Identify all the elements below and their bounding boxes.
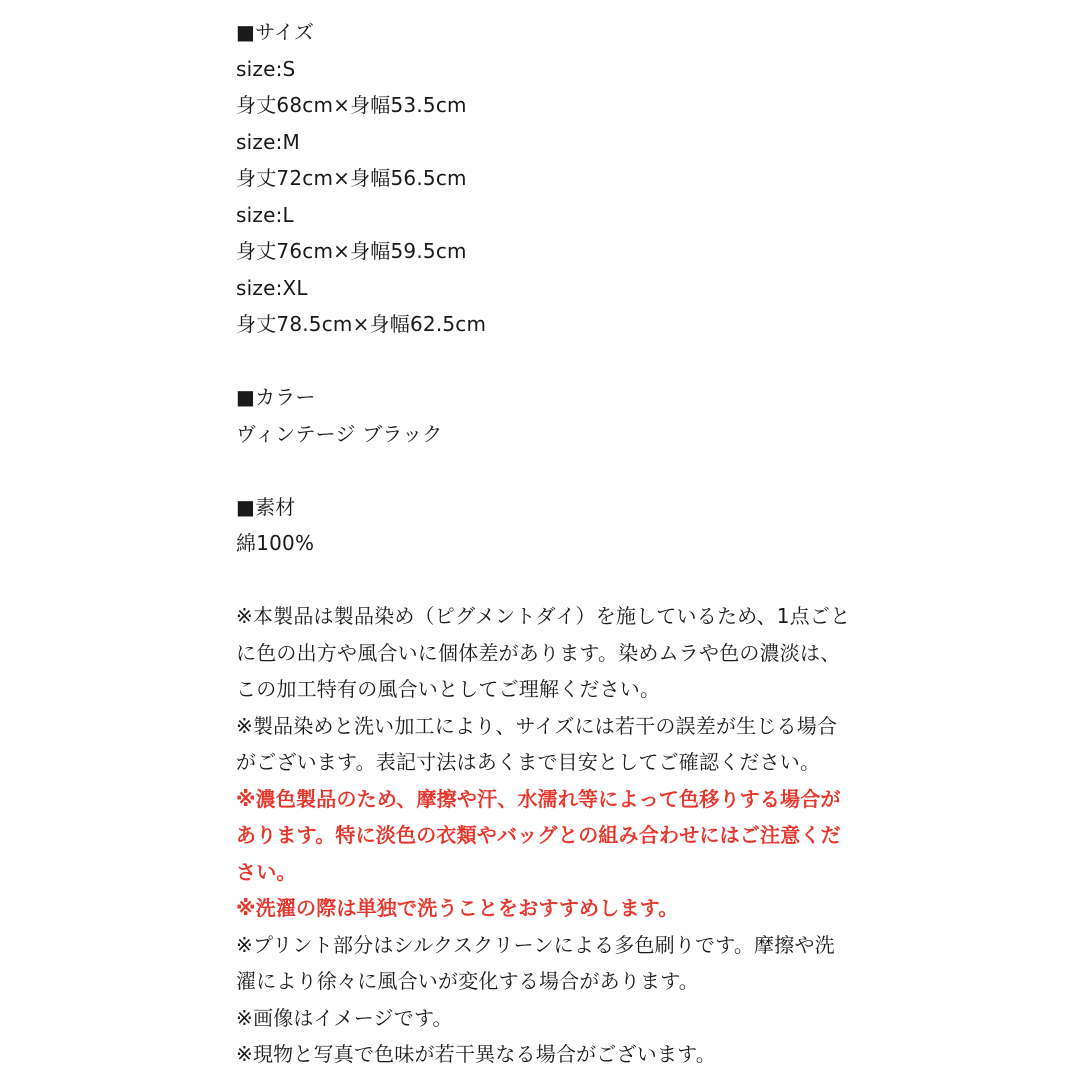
product-description	[236, 14, 876, 1073]
color-heading: ■カラー	[236, 385, 316, 409]
note-line: この加工特有の風合いとしてご理解ください。	[236, 677, 661, 701]
warning-line: さい。	[236, 859, 297, 884]
note-line: ※現物と写真で色味が若干異なる場合がございます。	[236, 1042, 716, 1066]
note-line: ※本製品は製品染め（ピグメントダイ）を施しているため、1点ごと	[236, 604, 851, 628]
size-label-xl: size:XL	[236, 275, 308, 300]
section-spacer	[236, 343, 876, 380]
note-line: に色の出方や風合いに個体差があります。染めムラや色の濃淡は、	[236, 640, 841, 665]
color-value: ヴィンテージ ブラック	[236, 421, 443, 446]
size-label-m: size:M	[236, 129, 300, 154]
section-spacer	[236, 452, 876, 489]
note-line: ※画像はイメージです。	[236, 1005, 453, 1030]
size-label-l: size:L	[236, 202, 294, 227]
size-heading: ■サイズ	[236, 20, 315, 44]
size-dimensions-l: 身丈76cm×身幅59.5cm	[236, 239, 467, 263]
size-label-s: size:S	[236, 56, 296, 81]
warning-line: ※洗濯の際は単独で洗うことをおすすめします。	[236, 896, 679, 920]
note-line: がございます。表記寸法はあくまで目安としてご確認ください。	[236, 750, 821, 774]
material-value: 綿100%	[236, 531, 315, 555]
note-line: ※製品染めと洗い加工により、サイズには若干の誤差が生じる場合	[236, 713, 838, 738]
size-dimensions-xl: 身丈78.5cm×身幅62.5cm	[236, 312, 487, 336]
note-line: ※プリント部分はシルクスクリーンによる多色刷りです。摩擦や洗	[236, 932, 835, 957]
material-heading: ■素材	[236, 494, 296, 519]
size-dimensions-m: 身丈72cm×身幅56.5cm	[236, 166, 467, 190]
size-dimensions-s: 身丈68cm×身幅53.5cm	[236, 93, 467, 117]
note-line: 濯により徐々に風合いが変化する場合があります。	[236, 969, 699, 993]
warning-line: ※濃色製品のため、摩擦や汗、水濡れ等によって色移りする場合が	[236, 786, 841, 811]
warning-line: あります。特に淡色の衣類やバッグとの組み合わせにはご注意くだ	[236, 823, 841, 847]
section-spacer	[236, 562, 876, 599]
